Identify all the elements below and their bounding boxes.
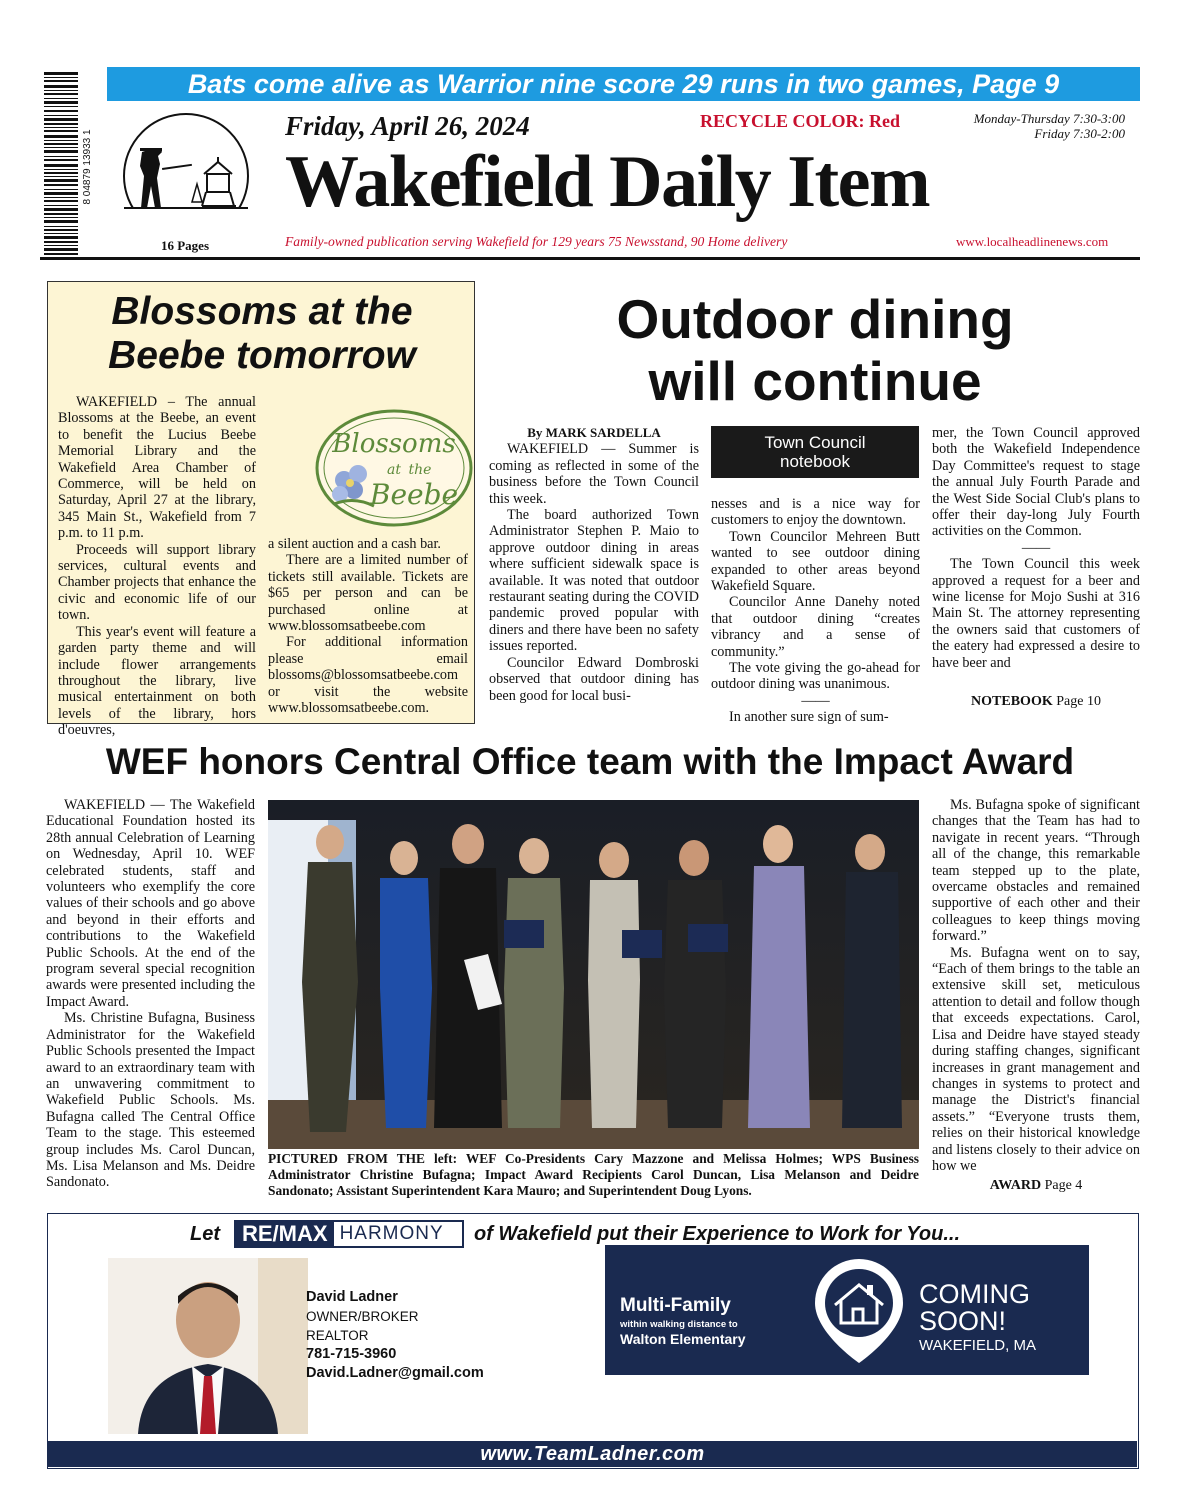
listing-panel[interactable] xyxy=(605,1245,1089,1375)
town-council-notebook-label xyxy=(711,426,919,478)
ad-let: Let xyxy=(190,1223,220,1245)
blossoms-paragraph: a silent auction and a cash bar. xyxy=(268,536,441,552)
jump-page: Page 4 xyxy=(1041,1178,1083,1193)
agent-email[interactable]: David.Ladner@gmail.com xyxy=(306,1365,484,1381)
outdoor-paragraph: Councilor Anne Danehy noted that outdoor dining “creates vibrancy and a sense of community.” xyxy=(711,594,920,660)
wef-paragraph: Ms. Bufagna went on to say, “Each of them brings to the table an extensive skill set, meticulous attention to detail and follow though that exceeds expectations. Carol, Lisa and Deidre have stayed steady during staffing changes, significant increases in grant management and changes in systems to protect and manage the District's financial assets.” “Everyone trusts them, relies on their historical knowledge and listens closely to their advice on how we xyxy=(932,944,1140,1174)
outdoor-column-3 xyxy=(932,425,1140,671)
wef-paragraph: Ms. Bufagna spoke of significant changes that the Team has had to navigate in recent years. “Through all of the change, this remarkable team stepped up to the plate, overcame obstacles and remained supportive of each other and their colleagues to keep things moving forward.” xyxy=(932,797,1140,945)
outdoor-paragraph: Councilor Edward Dombroski observed that outdoor dining has been good for local busi- xyxy=(489,654,699,704)
listing-school: Walton Elementary xyxy=(620,1331,746,1347)
blossoms-paragraph: This year's event will feature a garden party theme and will include flower arrangements throughout the library, live musical entertainment on both levels of the library, hors d'oeuvres, xyxy=(58,623,256,739)
outdoor-headline-line-1: Outdoor dining xyxy=(616,288,1014,350)
recycle-color: RECYCLE COLOR: Red xyxy=(700,111,901,131)
house-pin-icon xyxy=(803,1255,915,1367)
wef-paragraph: WAKEFIELD — The Wakefield Educational Foundation hosted its 28th annual Celebration of Learning on Wednesday, April 10. WEF celebrated students, staff and volunteers who exemplify the core values of their schools and go above and beyond in their efforts and contributions to the Wakefield Public Schools. At the end of the program several special recognition awards were presented including the Impact Award. xyxy=(46,797,255,1010)
outdoor-paragraph: WAKEFIELD — Summer is coming as reflected in some of the business before the Town Council this week. xyxy=(489,441,699,507)
ad-tagline: of Wakefield put their Experience to Work for You... xyxy=(474,1223,961,1245)
remax-harmony: HARMONY xyxy=(339,1223,444,1244)
remax-brand: RE/MAX xyxy=(236,1222,334,1246)
outdoor-paragraph: The board authorized Town Administrator Stephen P. Maio to approve outdoor dining in areas where sufficient sidewalk space is available. It was noted that outdoor restaurant seating during the COVID pandemic proved popular with diners and there have been no safety issues reported. xyxy=(489,507,699,655)
wef-column-3 xyxy=(932,797,1140,1174)
outdoor-paragraph: mer, the Town Council approved both the Wakefield Independence Day Committee's request to stage the annual July Fourth Parade and the West Side Social Club's plans to offer their day-long July Fourth activities on the Common. xyxy=(932,425,1140,540)
wef-headline[interactable]: WEF honors Central Office team with the Impact Award xyxy=(105,741,1075,782)
blossoms-logo xyxy=(314,408,474,528)
agent-title: OWNER/BROKER xyxy=(306,1309,419,1324)
award-jump-link[interactable] xyxy=(932,1178,1140,1194)
hours-friday: Friday 7:30-2:00 xyxy=(1034,126,1125,141)
listing-subtitle: within walking distance to xyxy=(620,1319,738,1330)
blossoms-logo-line-3: the xyxy=(408,462,432,478)
blossoms-column-2 xyxy=(268,536,468,716)
blossoms-logo-line-1: Blossoms xyxy=(332,429,456,459)
coming-soon xyxy=(919,1281,1030,1335)
outdoor-paragraph: Town Councilor Mehreen Butt wanted to see outdoor dining expanded to other areas beyond Wakefield Square. xyxy=(711,528,920,595)
outdoor-dining-headline[interactable] xyxy=(490,288,1140,412)
remax-advertisement[interactable] xyxy=(47,1213,1139,1469)
blossoms-paragraph: For additional information please email blossoms@blossomsatbeebe.com or visit the website www.blossomsatbeebe.com. xyxy=(268,634,468,717)
listing-title: Multi-Family xyxy=(620,1295,731,1316)
ad-header xyxy=(48,1220,1140,1248)
byline: By MARK SARDELLA xyxy=(527,425,661,440)
masthead-rule xyxy=(40,257,1140,260)
notebook-label-line-2: notebook xyxy=(780,452,850,471)
blossoms-paragraph: There are a limited number of tickets still available. Tickets are $65 per person and can be purchased online at www.blossomsatbeebe.com xyxy=(268,552,468,635)
outdoor-column-1 xyxy=(489,425,699,704)
blossoms-headline-line-2: Beebe tomorrow xyxy=(108,334,416,377)
jump-page: Page 10 xyxy=(1052,694,1101,709)
outdoor-paragraph: The Town Council this week approved a request for a beer and wine license for Mojo Sushi at 316 Main St. The attorney representing the owners said that customers of the eatery had expressed a desire to have beer and xyxy=(932,556,1140,671)
jump-word: AWARD xyxy=(989,1178,1042,1193)
outdoor-paragraph: The vote giving the go-ahead for outdoor dining was unanimous. xyxy=(711,660,920,693)
agent-photo xyxy=(108,1258,308,1434)
blossoms-logo-line-2: at xyxy=(387,462,401,478)
barcode xyxy=(40,72,100,262)
agent-name: David Ladner xyxy=(306,1289,398,1305)
coming-soon-line-2: SOON! xyxy=(919,1306,1007,1336)
outdoor-paragraph: nesses and is a nice way for customers to enjoy the downtown. xyxy=(711,496,920,529)
jump-word: NOTEBOOK xyxy=(971,694,1053,709)
award-group-photo xyxy=(268,800,919,1149)
newspaper-title: Wakefield Daily Item xyxy=(285,141,930,223)
listing-location: WAKEFIELD, MA xyxy=(919,1337,1036,1354)
page-count: 16 Pages xyxy=(160,238,210,253)
barcode-number: 8 04879 13933 1 xyxy=(82,129,93,205)
remax-logo xyxy=(234,1220,464,1248)
top-banner-headline[interactable]: Bats come alive as Warrior nine score 29 runs in two games, Page 9 xyxy=(107,67,1140,101)
agent-role: REALTOR xyxy=(306,1328,369,1343)
section-divider: —— xyxy=(801,692,830,709)
blossoms-paragraph: WAKEFIELD – The annual Blossoms at the Beebe, an event to benefit the Lucius Beebe Memorial Library and the Wakefield Area Chamber of Commerce, will be held on Saturday, April 27 at the library, 345 Main St., Wakefield from 7 p.m. to 11 p.m. xyxy=(58,394,256,542)
wef-paragraph: Ms. Christine Bufagna, Business Administrator for the Wakefield Public Schools presented the Impact award to an extraordinary team with an unwavering commitment to Wakefield Public Schools. Ms. Bufagna called The Central Office Team to the stage. This esteemed group includes Ms. Carol Duncan, Ms. Lisa Melanson and Ms. Deidre Sandonato. xyxy=(46,1010,255,1191)
issue-date: Friday, April 26, 2024 xyxy=(285,111,530,141)
ad-url[interactable]: www.TeamLadner.com xyxy=(48,1441,1137,1467)
blossoms-column-1 xyxy=(58,394,256,739)
blossoms-headline-line-1: Blossoms at the xyxy=(111,290,413,333)
coming-soon-line-1: COMING xyxy=(919,1279,1030,1309)
notebook-label-line-1: Town Council xyxy=(764,433,866,452)
website-link[interactable]: www.localheadlinenews.com xyxy=(956,234,1109,249)
blossoms-logo-line-4: Beebe xyxy=(369,478,459,511)
photo-caption: PICTURED FROM THE left: WEF Co-Presidents Cary Mazzone and Melissa Holmes; WPS Business Administrator Christine Bufagna; Impact Award Recipients Carol Duncan, Lisa Melanson and Deidre Sandonato; Assistant Superintendent Kara Mauro; and Superintendent Doug Lyons. xyxy=(268,1151,919,1198)
agent-phone[interactable]: 781-715-3960 xyxy=(306,1346,397,1362)
minuteman-logo xyxy=(112,112,260,240)
blossoms-headline[interactable] xyxy=(48,290,476,378)
hours-weekday: Monday-Thursday 7:30-3:00 xyxy=(973,111,1125,126)
section-divider: —— xyxy=(1021,539,1051,556)
outdoor-paragraph: In another sure sign of sum- xyxy=(729,709,889,726)
wef-column-1 xyxy=(46,797,255,1191)
agent-info xyxy=(306,1288,484,1383)
notebook-jump-link[interactable] xyxy=(932,694,1140,710)
outdoor-headline-line-2: will continue xyxy=(648,350,982,412)
blossoms-article xyxy=(47,281,475,739)
blossoms-paragraph: Proceeds will support library services, cultural events and Chamber projects that enhance the civic and economic life of our town. xyxy=(58,541,256,624)
tagline: Family-owned publication serving Wakefield for 129 years 75 Newsstand, 90 Home delivery xyxy=(285,234,788,249)
outdoor-column-2 xyxy=(711,496,920,726)
